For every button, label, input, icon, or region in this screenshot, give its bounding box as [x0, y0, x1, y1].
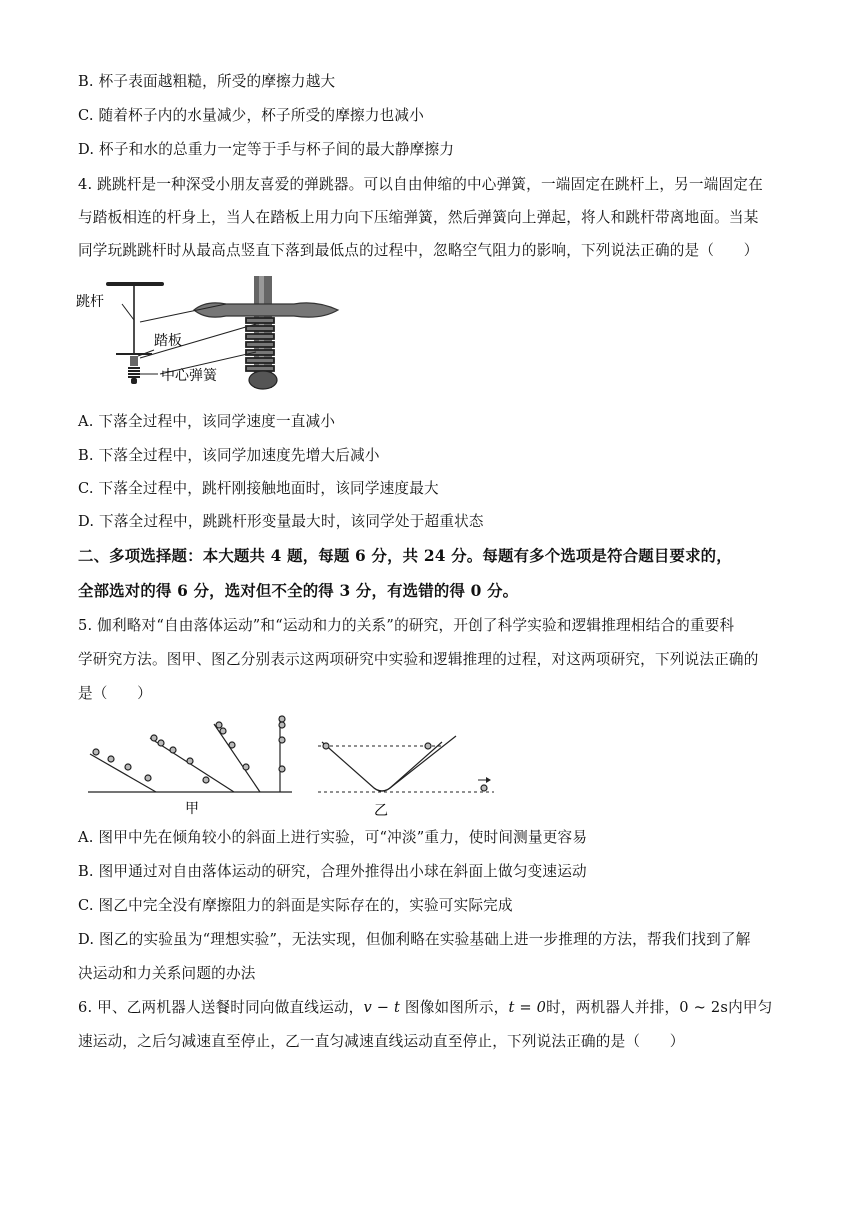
section-2-heading-line-1: 二、多项选择题：本大题共 4 题，每题 6 分，共 24 分。每题有多个选项是符合题目要求的，: [78, 547, 732, 565]
label-center-spring: 中心弹簧: [161, 368, 217, 384]
q4-option-d: D. 下落全过程中，跳跳杆形变量最大时，该同学处于超重状态: [78, 513, 484, 530]
q4-option-a: A. 下落全过程中，该同学速度一直减小: [78, 413, 336, 430]
label-yi: 乙: [374, 803, 388, 818]
q6-text-1: 6. 甲、乙两机器人送餐时同向做直线运动，: [78, 999, 364, 1016]
q5-option-d-line-1: D. 图乙的实验虽为“理想实验”，无法实现，但伽利略在实验基础上进一步推理的方法，帮我们找到了解: [78, 931, 751, 948]
q5-option-b: B. 图甲通过对自由落体运动的研究，合理外推得出小球在斜面上做匀变速运动: [78, 863, 587, 880]
q6-math-interval: 0 ~ 2s: [679, 999, 729, 1016]
label-jia: 甲: [185, 801, 199, 817]
q6-math-vt: v − t: [363, 999, 401, 1016]
q4-option-b: B. 下落全过程中，该同学加速度先增大后减小: [78, 447, 380, 464]
q6-stem-line-2: 速运动，之后匀减速直至停止，乙一直匀减速直线运动直至停止，下列说法正确的是（ ）: [78, 1033, 685, 1050]
q3-option-c: C. 随着杯子内的水量减少，杯子所受的摩擦力也减小: [78, 107, 424, 124]
q5-stem-line-3: 是（ ）: [78, 685, 152, 702]
q4-stem-line-3: 同学玩跳跳杆时从最高点竖直下落到最低点的过程中，忽略空气阻力的影响，下列说法正确的是（ ）: [78, 242, 759, 259]
pogo-stick-figure: [76, 272, 376, 397]
q5-option-d-line-2: 决运动和力关系问题的办法: [78, 965, 256, 982]
label-pogo-stick: 跳杆: [76, 294, 104, 310]
label-pedal: 踏板: [154, 333, 182, 349]
q4-stem-line-1: 4. 跳跳杆是一种深受小朋友喜爱的弹跳器。可以自由伸缩的中心弹簧，一端固定在跳杆上，另一端固定在: [78, 176, 763, 193]
section-2-heading-line-2: 全部选对的得 6 分，选对但不全的得 3 分，有选错的得 0 分。: [78, 582, 519, 600]
q4-option-c: C. 下落全过程中，跳杆刚接触地面时，该同学速度最大: [78, 480, 439, 497]
q6-text-4: 内甲匀: [728, 999, 773, 1016]
q3-option-b: B. 杯子表面越粗糙，所受的摩擦力越大: [78, 73, 336, 90]
q6-text-2: 图像如图所示，: [400, 999, 509, 1016]
q5-stem-line-2: 学研究方法。图甲、图乙分别表示这两项研究中实验和逻辑推理的过程，对这两项研究，下列说法正确的: [78, 651, 759, 668]
q5-stem-line-1: 5. 伽利略对“自由落体运动”和“运动和力的关系”的研究，开创了科学实验和逻辑推理相结合的重要科: [78, 617, 735, 634]
q6-math-t0: t = 0: [508, 999, 547, 1016]
q5-option-a: A. 图甲中先在倾角较小的斜面上进行实验，可“冲淡”重力，使时间测量更容易: [78, 829, 588, 846]
q6-stem-line-1: [78, 998, 790, 1018]
q6-text-3: 时，两机器人并排，: [546, 999, 680, 1016]
q5-option-c: C. 图乙中完全没有摩擦阻力的斜面是实际存在的，实验可实际完成: [78, 897, 513, 914]
q4-stem-line-2: 与踏板相连的杆身上，当人在踏板上用力向下压缩弹簧，然后弹簧向上弹起，将人和跳杆带离地面。当某: [78, 209, 759, 226]
galileo-experiment-figure: [86, 712, 516, 818]
q3-option-d: D. 杯子和水的总重力一定等于手与杯子间的最大静摩擦力: [78, 141, 455, 158]
